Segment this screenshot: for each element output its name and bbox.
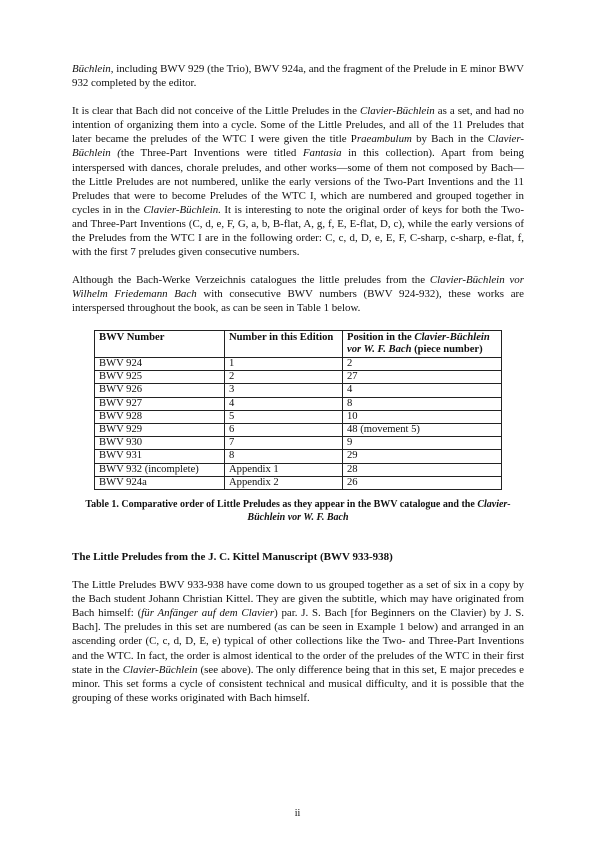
table-header-row — [95, 330, 502, 357]
table-row — [95, 423, 502, 436]
cell-position: 8 — [343, 397, 502, 410]
text-segment: as a set, and had no intention of organizing them into a cycle. Some of the Little Preludes, and all of the 11 Preludes that later became the preludes of the WTC I were given the title P — [72, 105, 524, 146]
italic-segment: Clavier-Büchlein — [359, 105, 435, 118]
table-row — [95, 450, 502, 463]
header-italic: Clavier-Büchlein vor W. F. Bach — [347, 331, 490, 355]
cell-bwv-number: BWV 925 — [95, 371, 225, 384]
header-bwv-number: BWV Number — [95, 330, 225, 357]
header-position — [343, 330, 502, 357]
intro-italic: Büchlein, — [72, 63, 114, 75]
cell-position: 10 — [343, 410, 502, 423]
paragraph-conception — [72, 104, 524, 259]
cell-position: 27 — [343, 371, 502, 384]
cell-position: 2 — [343, 357, 502, 370]
table-row — [95, 476, 502, 489]
header-text: (piece number) — [411, 343, 483, 355]
text-segment: with consecutive BWV numbers (BWV 924-932), these works are interspersed throughout the book, as can be seen in Table 1 below. — [72, 288, 524, 315]
cell-bwv-number: BWV 929 — [95, 423, 225, 436]
cell-edition-number: 4 — [225, 397, 343, 410]
text-segment: It is clear that Bach did not conceive of the Little Preludes in the — [72, 105, 360, 118]
cell-position: 28 — [343, 463, 502, 476]
section-heading: The Little Preludes from the J. C. Kittel Manuscript (BWV 933-938) — [72, 550, 393, 563]
cell-bwv-number: BWV 931 — [95, 450, 225, 463]
cell-edition-number: 5 — [225, 410, 343, 423]
cell-edition-number: 3 — [225, 384, 343, 397]
cell-bwv-number: BWV 932 (incomplete) — [95, 463, 225, 476]
header-edition-number: Number in this Edition — [225, 330, 343, 357]
table-row — [95, 397, 502, 410]
cell-bwv-number: BWV 930 — [95, 437, 225, 450]
cell-edition-number: Appendix 1 — [225, 463, 343, 476]
cell-edition-number: Appendix 2 — [225, 476, 343, 489]
table-row — [95, 371, 502, 384]
cell-bwv-number: BWV 924 — [95, 357, 225, 370]
text-segment: The Little Preludes BWV 933-938 have come down to us grouped together as a set of six in a copy by the Bach student Johann Christian Kittel. They are given the subtitle, which may have originated from Bach himself: ( — [72, 579, 524, 620]
cell-bwv-number: BWV 924a — [95, 476, 225, 489]
comparison-table — [94, 330, 502, 490]
table-row — [95, 437, 502, 450]
italic-segment: Clavier-Büchlein vor Wilhelm Friedemann Bach — [72, 274, 524, 301]
text-segment: the Three-Part Inventions were titled — [120, 147, 303, 160]
italic-segment: raeambulum — [356, 133, 412, 146]
table-body — [95, 357, 502, 489]
cell-bwv-number: BWV 926 — [95, 384, 225, 397]
cell-edition-number: 2 — [225, 371, 343, 384]
caption-text: Table 1. Comparative order of Little Preludes as they appear in the BWV catalogue and the — [85, 498, 478, 510]
table-row — [95, 463, 502, 476]
cell-position: 9 — [343, 437, 502, 450]
caption-italic: Clavier-Büchlein vor W. F. Bach — [247, 498, 511, 523]
text-segment: by Bach in the C — [411, 133, 496, 146]
italic-segment: Fantasia — [302, 147, 349, 160]
cell-position: 26 — [343, 476, 502, 489]
cell-edition-number: 6 — [225, 423, 343, 436]
page-number: ii — [294, 808, 301, 819]
cell-bwv-number: BWV 928 — [95, 410, 225, 423]
italic-segment: Clavier-Büchlein. — [143, 203, 221, 216]
italic-segment: Clavier-Büchlein — [122, 663, 198, 676]
italic-segment: für Anfänger auf dem Clavier — [141, 607, 275, 620]
document-page — [72, 62, 524, 705]
text-segment: (see above). The only difference being that in this set, E major precedes e minor. This set forms a cycle of consistent technical and musical difficulty, and it is possible that the grouping of these works originated with Bach himself. — [72, 663, 524, 704]
table-row — [95, 410, 502, 423]
intro-paragraph — [72, 62, 524, 90]
italic-segment: lavier-Büchlein ( — [72, 133, 524, 160]
paragraph-bwv-catalogue — [72, 273, 524, 315]
table-row — [95, 357, 502, 370]
cell-position: 29 — [343, 450, 502, 463]
text-segment: ) par. J. S. Bach [for Beginners on the Clavier) by J. S. Bach]. The preludes in this set are numbered (as can be seen in Example 1 below) and arranged in an ascending order (C, c, d, D, E, e) typical of other collections like the Two- and Three-Part Inventions and the WTC. In fact, the order is almost identical to the order of the preludes of the WTC in their first state in the — [72, 607, 524, 676]
cell-bwv-number: BWV 927 — [95, 397, 225, 410]
text-segment: Although the Bach-Werke Verzeichnis catalogues the little preludes from the — [72, 274, 430, 287]
cell-position: 4 — [343, 384, 502, 397]
text-segment: It is interesting to note the original order of keys for both the Two- and Three-Part Inventions (C, d, e, F, G, a, b, B-flat, A, g, f, E, E-flat, D, c), while the early versions of the Preludes from the WTC I are in the following order: C, c, d, D, e, E, F, C-sharp, c-sharp, e-flat, f, with the first 7 preludes given consecutive numbers. — [72, 203, 524, 259]
text-segment: in this collection). Apart from being interspersed with dances, chorale preludes, and other works—some of them not composed by Bach—the Little Preludes are not numbered, unlike the early versions of the Two-Part Inventions and the 11 Preludes that were to become Preludes of the WTC I, which are numbered and grouped together in cycles in in the — [72, 147, 524, 216]
intro-text: including BWV 929 (the Trio), BWV 924a, and the fragment of the Prelude in E minor BWV 932 completed by the editor. — [72, 63, 524, 90]
table-caption — [72, 498, 524, 524]
cell-edition-number: 8 — [225, 450, 343, 463]
cell-edition-number: 7 — [225, 437, 343, 450]
header-text: Position in the — [347, 331, 415, 343]
cell-position: 48 (movement 5) — [343, 423, 502, 436]
cell-edition-number: 1 — [225, 357, 343, 370]
paragraph-kittel — [72, 578, 524, 705]
table-row — [95, 384, 502, 397]
